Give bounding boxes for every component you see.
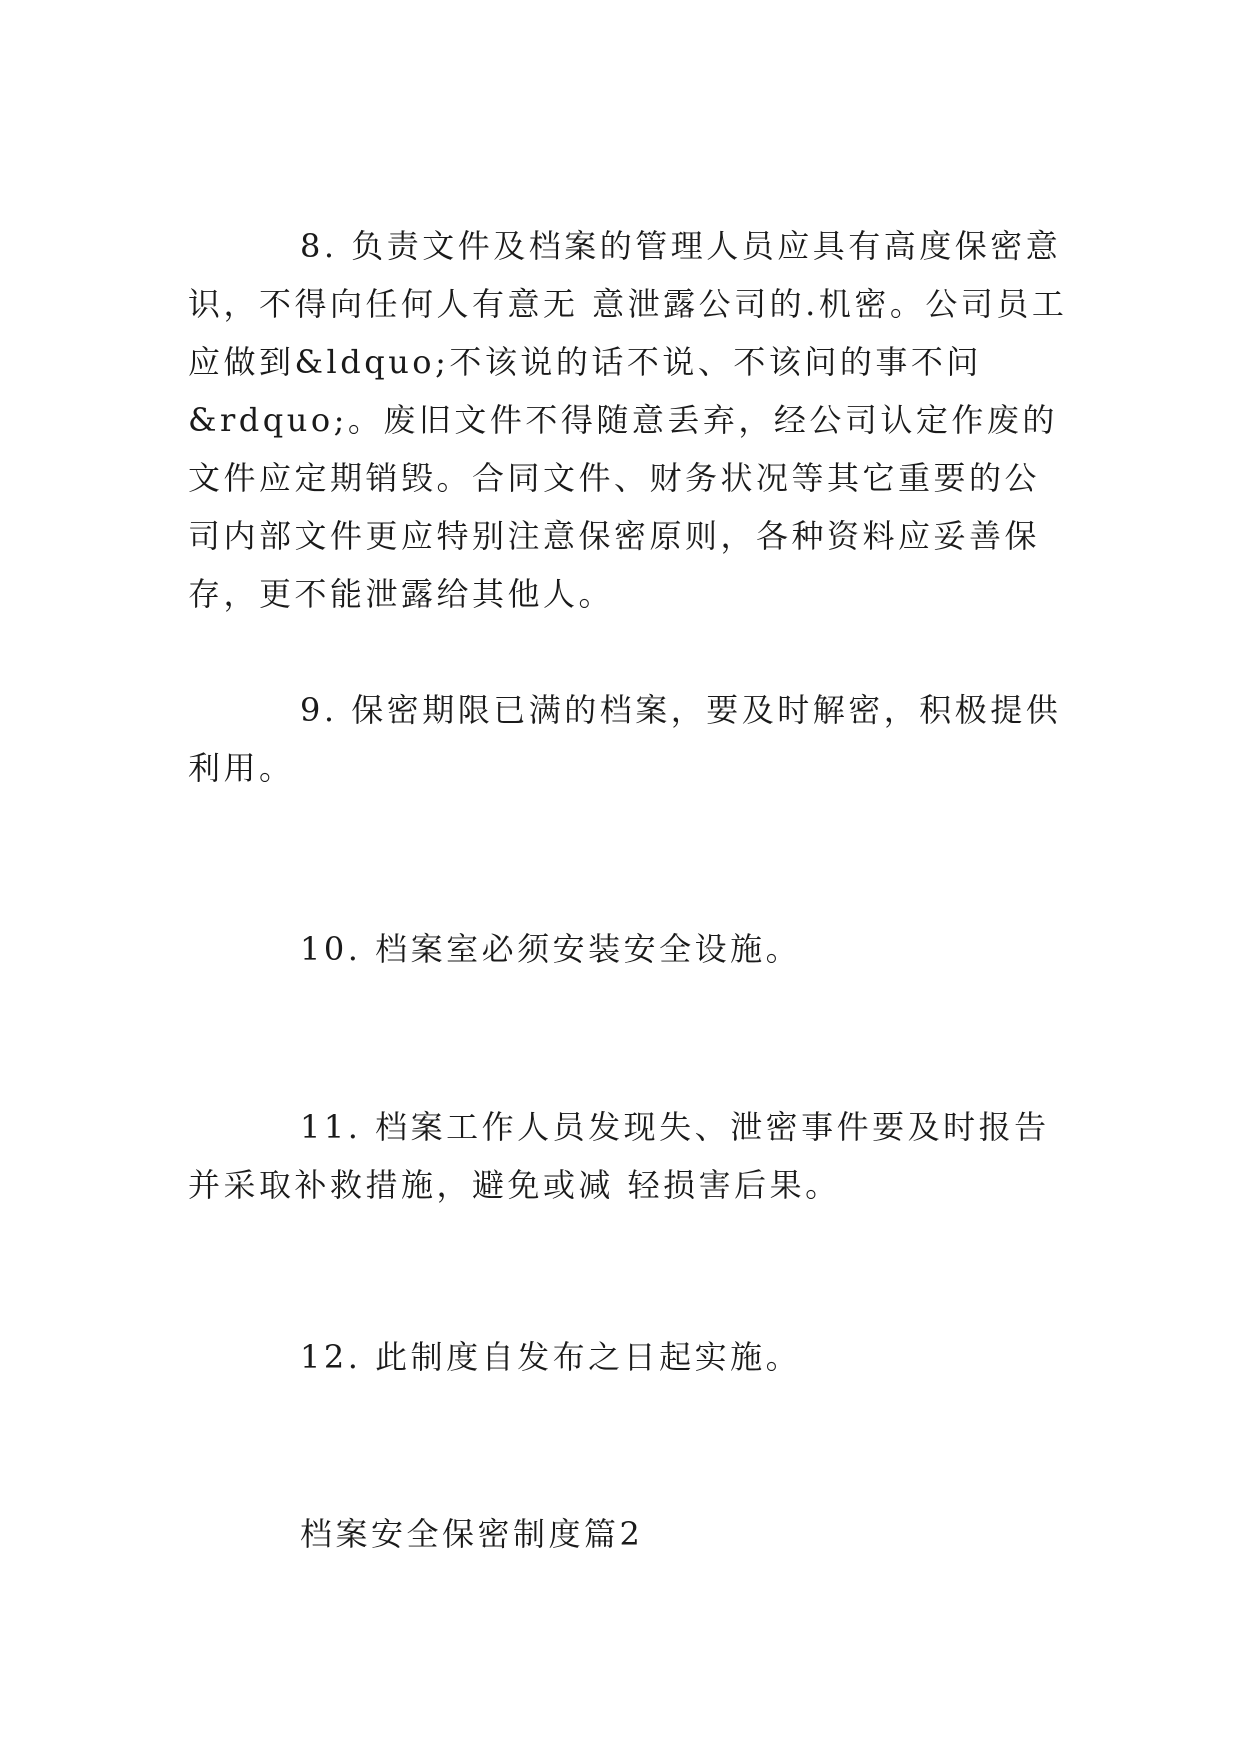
- paragraph-item-8: 8. 负责文件及档案的管理人员应具有高度保密意识，不得向任何人有意无 意泄露公司的.机密。公司员工应做到&ldquo;不该说的话不说、不该问的事不问&rdquo;。废旧文件不得随意丢弃，经公司认定作废的文件应定期销毁。合同文件、财务状况等其它重要的公司内部文件更应特别注意保密原则，各种资料应妥善保存，更不能泄露给其他人。: [188, 227, 1068, 613]
- section-heading: 档案安全保密制度篇2: [300, 1515, 644, 1553]
- paragraph-item-12: 12. 此制度自发布之日起实施。: [300, 1338, 802, 1376]
- paragraph-item-9: 9. 保密期限已满的档案，要及时解密，积极提供利用。: [188, 691, 1062, 787]
- paragraph-item-10: 10. 档案室必须安装安全设施。: [300, 930, 802, 968]
- paragraph-item-11: 11. 档案工作人员发现失、泄密事件要及时报告并采取补救措施，避免或减 轻损害后果。: [188, 1108, 1050, 1204]
